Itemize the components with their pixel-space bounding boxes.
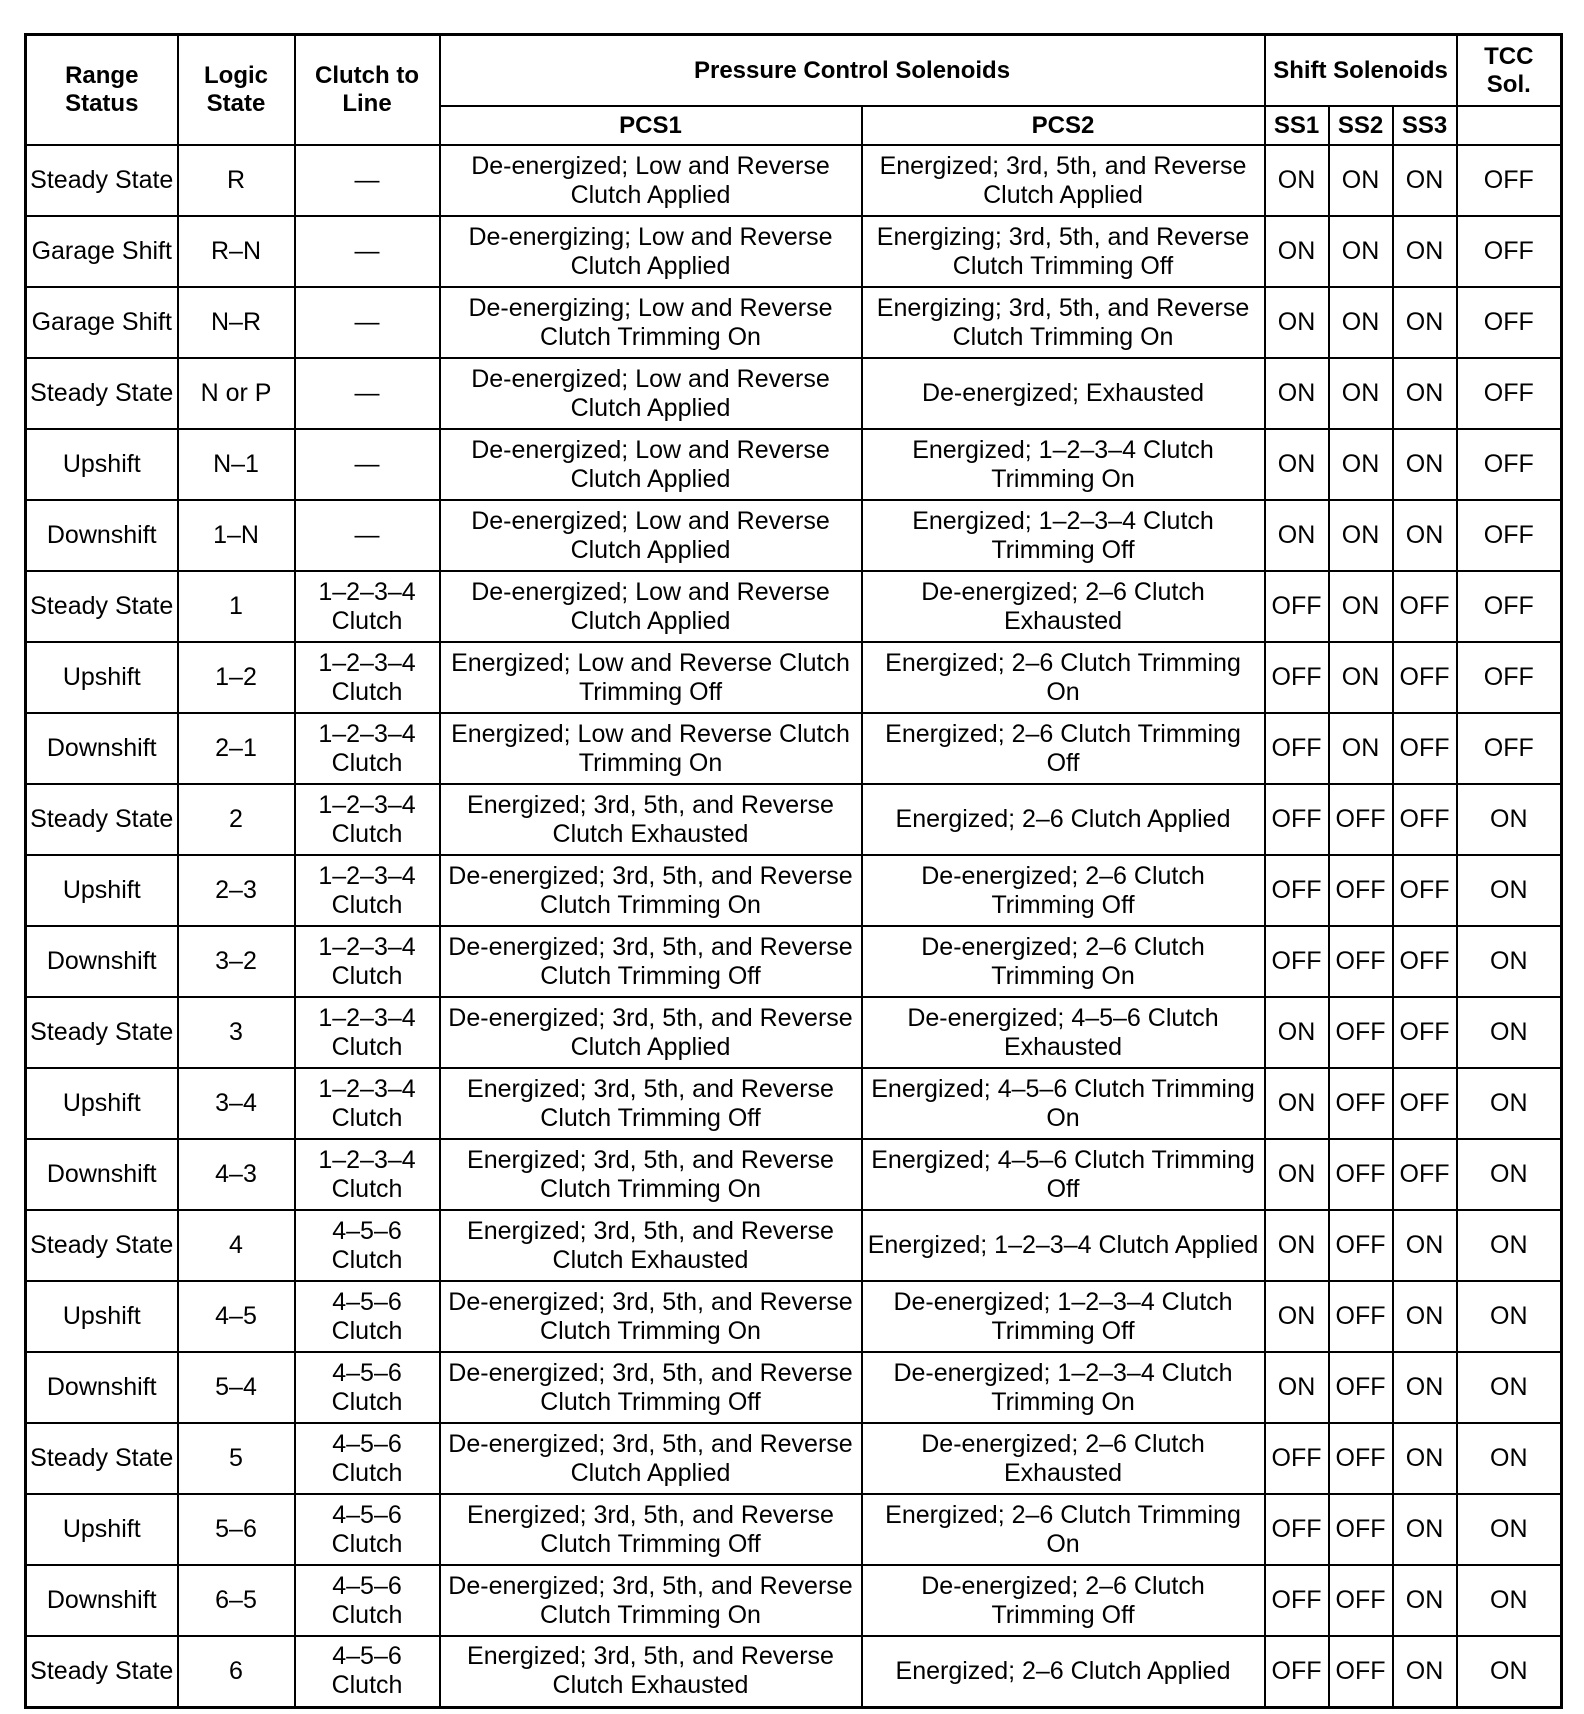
ss3-cell: OFF [1393,784,1457,855]
table-row [26,358,1562,429]
range-status-cell: Downshift [26,713,178,784]
tcc-cell: OFF [1457,642,1562,713]
range-status-cell: Steady State [26,997,178,1068]
pcs1-cell: Energized; 3rd, 5th, and Reverse Clutch Trimming Off [440,1068,862,1139]
ss3-cell: ON [1393,287,1457,358]
tcc-cell: ON [1457,1636,1562,1707]
tcc-cell: OFF [1457,571,1562,642]
pcs2-cell: Energizing; 3rd, 5th, and Reverse Clutch Trimming Off [862,216,1265,287]
header-range-status: Range Status [26,35,178,146]
table-row [26,287,1562,358]
tcc-cell: OFF [1457,287,1562,358]
tcc-cell: OFF [1457,500,1562,571]
ss3-cell: ON [1393,145,1457,216]
range-status-cell: Steady State [26,1423,178,1494]
ss1-cell: ON [1265,1139,1329,1210]
ss1-cell: OFF [1265,855,1329,926]
header-pcs2: PCS2 [862,106,1265,145]
ss2-cell: OFF [1329,1423,1393,1494]
pcs2-cell: Energized; 4–5–6 Clutch Trimming On [862,1068,1265,1139]
ss3-cell: ON [1393,1352,1457,1423]
pcs2-cell: De-energized; 1–2–3–4 Clutch Trimming On [862,1352,1265,1423]
ss3-cell: ON [1393,1636,1457,1707]
clutch-to-line-cell: 1–2–3–4 Clutch [295,713,440,784]
range-status-cell: Downshift [26,1352,178,1423]
range-status-cell: Garage Shift [26,216,178,287]
ss1-cell: OFF [1265,1565,1329,1636]
ss2-cell: ON [1329,216,1393,287]
ss1-cell: ON [1265,500,1329,571]
ss2-cell: ON [1329,358,1393,429]
ss3-cell: ON [1393,429,1457,500]
logic-state-cell: 6 [178,1636,295,1707]
range-status-cell: Upshift [26,1494,178,1565]
ss2-cell: OFF [1329,784,1393,855]
ss2-cell: OFF [1329,1210,1393,1281]
table-row [26,926,1562,997]
ss1-cell: ON [1265,1352,1329,1423]
range-status-cell: Steady State [26,1210,178,1281]
tcc-cell: ON [1457,1068,1562,1139]
ss1-cell: OFF [1265,1636,1329,1707]
pcs2-cell: De-energized; Exhausted [862,358,1265,429]
ss3-cell: ON [1393,500,1457,571]
pcs1-cell: Energized; 3rd, 5th, and Reverse Clutch Exhausted [440,1636,862,1707]
ss1-cell: ON [1265,358,1329,429]
header-clutch-to-line: Clutch to Line [295,35,440,146]
pcs2-cell: Energized; 2–6 Clutch Trimming On [862,642,1265,713]
ss3-cell: OFF [1393,926,1457,997]
ss2-cell: OFF [1329,855,1393,926]
range-status-cell: Garage Shift [26,287,178,358]
tcc-cell: ON [1457,1494,1562,1565]
clutch-to-line-cell: — [295,287,440,358]
tcc-cell: ON [1457,855,1562,926]
logic-state-cell: 5–4 [178,1352,295,1423]
clutch-to-line-cell: — [295,429,440,500]
logic-state-cell: N–R [178,287,295,358]
range-status-cell: Steady State [26,571,178,642]
table-row [26,713,1562,784]
pcs1-cell: De-energized; 3rd, 5th, and Reverse Clutch Applied [440,1423,862,1494]
tcc-cell: ON [1457,1139,1562,1210]
clutch-to-line-cell: 1–2–3–4 Clutch [295,855,440,926]
clutch-to-line-cell: 1–2–3–4 Clutch [295,1068,440,1139]
clutch-to-line-cell: 4–5–6 Clutch [295,1423,440,1494]
ss3-cell: OFF [1393,1139,1457,1210]
pcs2-cell: Energized; 3rd, 5th, and Reverse Clutch Applied [862,145,1265,216]
logic-state-cell: 3 [178,997,295,1068]
range-status-cell: Steady State [26,358,178,429]
clutch-to-line-cell: — [295,358,440,429]
range-status-cell: Upshift [26,429,178,500]
ss2-cell: OFF [1329,1352,1393,1423]
ss3-cell: ON [1393,1565,1457,1636]
logic-state-cell: 2–3 [178,855,295,926]
ss1-cell: ON [1265,1068,1329,1139]
ss1-cell: OFF [1265,713,1329,784]
pcs1-cell: Energized; 3rd, 5th, and Reverse Clutch Trimming Off [440,1494,862,1565]
ss1-cell: OFF [1265,926,1329,997]
clutch-to-line-cell: 4–5–6 Clutch [295,1636,440,1707]
ss2-cell: ON [1329,429,1393,500]
pcs2-cell: Energizing; 3rd, 5th, and Reverse Clutch Trimming On [862,287,1265,358]
ss1-cell: OFF [1265,1423,1329,1494]
logic-state-cell: R–N [178,216,295,287]
ss3-cell: OFF [1393,997,1457,1068]
ss3-cell: ON [1393,216,1457,287]
table-row [26,571,1562,642]
range-status-cell: Downshift [26,500,178,571]
pcs2-cell: De-energized; 2–6 Clutch Trimming Off [862,1565,1265,1636]
header-tcc-sol: TCC Sol. [1457,35,1562,107]
table-row [26,500,1562,571]
pcs2-cell: Energized; 1–2–3–4 Clutch Trimming On [862,429,1265,500]
table-row [26,1068,1562,1139]
pcs1-cell: Energized; Low and Reverse Clutch Trimming On [440,713,862,784]
pcs1-cell: De-energizing; Low and Reverse Clutch Applied [440,216,862,287]
header-ss2: SS2 [1329,106,1393,145]
pcs1-cell: De-energized; Low and Reverse Clutch Applied [440,429,862,500]
logic-state-cell: 3–4 [178,1068,295,1139]
ss2-cell: OFF [1329,1281,1393,1352]
tcc-cell: ON [1457,1423,1562,1494]
clutch-to-line-cell: 4–5–6 Clutch [295,1352,440,1423]
ss1-cell: ON [1265,145,1329,216]
ss3-cell: ON [1393,1494,1457,1565]
ss2-cell: OFF [1329,1139,1393,1210]
tcc-cell: OFF [1457,713,1562,784]
clutch-to-line-cell: 4–5–6 Clutch [295,1565,440,1636]
logic-state-cell: 2 [178,784,295,855]
range-status-cell: Upshift [26,855,178,926]
ss3-cell: ON [1393,1423,1457,1494]
tcc-cell: ON [1457,784,1562,855]
pcs1-cell: De-energized; Low and Reverse Clutch Applied [440,358,862,429]
table-row [26,429,1562,500]
table-row [26,1636,1562,1707]
clutch-to-line-cell: 1–2–3–4 Clutch [295,926,440,997]
table-row [26,1281,1562,1352]
table-row [26,1423,1562,1494]
ss3-cell: ON [1393,1210,1457,1281]
ss2-cell: OFF [1329,1565,1393,1636]
logic-state-cell: 3–2 [178,926,295,997]
clutch-to-line-cell: 1–2–3–4 Clutch [295,997,440,1068]
table-row [26,784,1562,855]
logic-state-cell: 1 [178,571,295,642]
table-row [26,855,1562,926]
tcc-cell: ON [1457,1281,1562,1352]
logic-state-cell: 1–N [178,500,295,571]
range-status-cell: Downshift [26,926,178,997]
tcc-cell: ON [1457,926,1562,997]
tcc-cell: ON [1457,1352,1562,1423]
logic-state-cell: 5–6 [178,1494,295,1565]
ss3-cell: OFF [1393,713,1457,784]
logic-state-cell: N–1 [178,429,295,500]
pcs1-cell: De-energized; 3rd, 5th, and Reverse Clutch Trimming Off [440,926,862,997]
pcs1-cell: De-energized; 3rd, 5th, and Reverse Clutch Applied [440,997,862,1068]
pcs2-cell: De-energized; 2–6 Clutch Trimming Off [862,855,1265,926]
pcs2-cell: Energized; 1–2–3–4 Clutch Applied [862,1210,1265,1281]
range-status-cell: Steady State [26,145,178,216]
pcs2-cell: De-energized; 2–6 Clutch Exhausted [862,571,1265,642]
pcs2-cell: Energized; 1–2–3–4 Clutch Trimming Off [862,500,1265,571]
pcs2-cell: Energized; 2–6 Clutch Trimming On [862,1494,1265,1565]
ss2-cell: OFF [1329,926,1393,997]
range-status-cell: Downshift [26,1139,178,1210]
logic-state-cell: 4–5 [178,1281,295,1352]
pcs1-cell: De-energizing; Low and Reverse Clutch Trimming On [440,287,862,358]
ss2-cell: ON [1329,713,1393,784]
clutch-to-line-cell: 1–2–3–4 Clutch [295,571,440,642]
ss3-cell: OFF [1393,855,1457,926]
clutch-to-line-cell: 4–5–6 Clutch [295,1281,440,1352]
table-row [26,1210,1562,1281]
pcs1-cell: De-energized; Low and Reverse Clutch Applied [440,500,862,571]
ss2-cell: OFF [1329,1636,1393,1707]
ss1-cell: OFF [1265,1494,1329,1565]
pcs1-cell: Energized; 3rd, 5th, and Reverse Clutch Exhausted [440,784,862,855]
clutch-to-line-cell: 4–5–6 Clutch [295,1494,440,1565]
pcs1-cell: De-energized; Low and Reverse Clutch Applied [440,571,862,642]
table-row [26,1565,1562,1636]
header-shift-solenoids: Shift Solenoids [1265,35,1457,107]
ss1-cell: ON [1265,216,1329,287]
pcs2-cell: De-energized; 1–2–3–4 Clutch Trimming Off [862,1281,1265,1352]
header-tcc-blank [1457,106,1562,145]
pcs1-cell: De-energized; 3rd, 5th, and Reverse Clutch Trimming On [440,855,862,926]
ss2-cell: ON [1329,642,1393,713]
logic-state-cell: 2–1 [178,713,295,784]
ss2-cell: OFF [1329,1494,1393,1565]
ss2-cell: OFF [1329,1068,1393,1139]
solenoid-logic-table [24,33,1563,1709]
ss1-cell: OFF [1265,642,1329,713]
clutch-to-line-cell: — [295,216,440,287]
ss3-cell: OFF [1393,1068,1457,1139]
range-status-cell: Steady State [26,784,178,855]
ss1-cell: ON [1265,287,1329,358]
range-status-cell: Upshift [26,642,178,713]
pcs1-cell: Energized; 3rd, 5th, and Reverse Clutch Exhausted [440,1210,862,1281]
pcs2-cell: Energized; 4–5–6 Clutch Trimming Off [862,1139,1265,1210]
header-pcs1: PCS1 [440,106,862,145]
pcs2-cell: De-energized; 2–6 Clutch Trimming On [862,926,1265,997]
logic-state-cell: 1–2 [178,642,295,713]
ss1-cell: OFF [1265,571,1329,642]
tcc-cell: ON [1457,1565,1562,1636]
pcs2-cell: Energized; 2–6 Clutch Trimming Off [862,713,1265,784]
ss2-cell: ON [1329,571,1393,642]
pcs2-cell: De-energized; 4–5–6 Clutch Exhausted [862,997,1265,1068]
table-row [26,997,1562,1068]
clutch-to-line-cell: — [295,145,440,216]
header-pressure-control-solenoids: Pressure Control Solenoids [440,35,1265,107]
ss3-cell: ON [1393,1281,1457,1352]
clutch-to-line-cell: 1–2–3–4 Clutch [295,784,440,855]
tcc-cell: ON [1457,997,1562,1068]
logic-state-cell: N or P [178,358,295,429]
pcs2-cell: Energized; 2–6 Clutch Applied [862,784,1265,855]
clutch-to-line-cell: 1–2–3–4 Clutch [295,1139,440,1210]
range-status-cell: Downshift [26,1565,178,1636]
ss1-cell: ON [1265,1281,1329,1352]
clutch-to-line-cell: — [295,500,440,571]
ss1-cell: ON [1265,997,1329,1068]
table-header [26,35,1562,146]
range-status-cell: Upshift [26,1068,178,1139]
tcc-cell: OFF [1457,145,1562,216]
ss2-cell: ON [1329,145,1393,216]
ss2-cell: ON [1329,500,1393,571]
logic-state-cell: R [178,145,295,216]
clutch-to-line-cell: 1–2–3–4 Clutch [295,642,440,713]
table-body [26,145,1562,1707]
clutch-to-line-cell: 4–5–6 Clutch [295,1210,440,1281]
tcc-cell: OFF [1457,429,1562,500]
pcs1-cell: De-energized; 3rd, 5th, and Reverse Clutch Trimming Off [440,1352,862,1423]
table-row [26,1352,1562,1423]
logic-state-cell: 4 [178,1210,295,1281]
header-ss1: SS1 [1265,106,1329,145]
ss1-cell: ON [1265,1210,1329,1281]
ss2-cell: OFF [1329,997,1393,1068]
pcs1-cell: De-energized; 3rd, 5th, and Reverse Clutch Trimming On [440,1281,862,1352]
tcc-cell: OFF [1457,216,1562,287]
pcs1-cell: Energized; 3rd, 5th, and Reverse Clutch Trimming On [440,1139,862,1210]
pcs2-cell: De-energized; 2–6 Clutch Exhausted [862,1423,1265,1494]
logic-state-cell: 4–3 [178,1139,295,1210]
pcs2-cell: Energized; 2–6 Clutch Applied [862,1636,1265,1707]
header-row-top [26,35,1562,107]
ss3-cell: ON [1393,358,1457,429]
range-status-cell: Steady State [26,1636,178,1707]
ss1-cell: ON [1265,429,1329,500]
header-logic-state: Logic State [178,35,295,146]
ss2-cell: ON [1329,287,1393,358]
range-status-cell: Upshift [26,1281,178,1352]
logic-state-cell: 5 [178,1423,295,1494]
logic-state-cell: 6–5 [178,1565,295,1636]
tcc-cell: OFF [1457,358,1562,429]
pcs1-cell: Energized; Low and Reverse Clutch Trimming Off [440,642,862,713]
header-ss3: SS3 [1393,106,1457,145]
pcs1-cell: De-energized; 3rd, 5th, and Reverse Clutch Trimming On [440,1565,862,1636]
ss3-cell: OFF [1393,642,1457,713]
table-row [26,145,1562,216]
table-row [26,216,1562,287]
ss1-cell: OFF [1265,784,1329,855]
table-row [26,1494,1562,1565]
table-row [26,1139,1562,1210]
ss3-cell: OFF [1393,571,1457,642]
table-row [26,642,1562,713]
tcc-cell: ON [1457,1210,1562,1281]
pcs1-cell: De-energized; Low and Reverse Clutch Applied [440,145,862,216]
